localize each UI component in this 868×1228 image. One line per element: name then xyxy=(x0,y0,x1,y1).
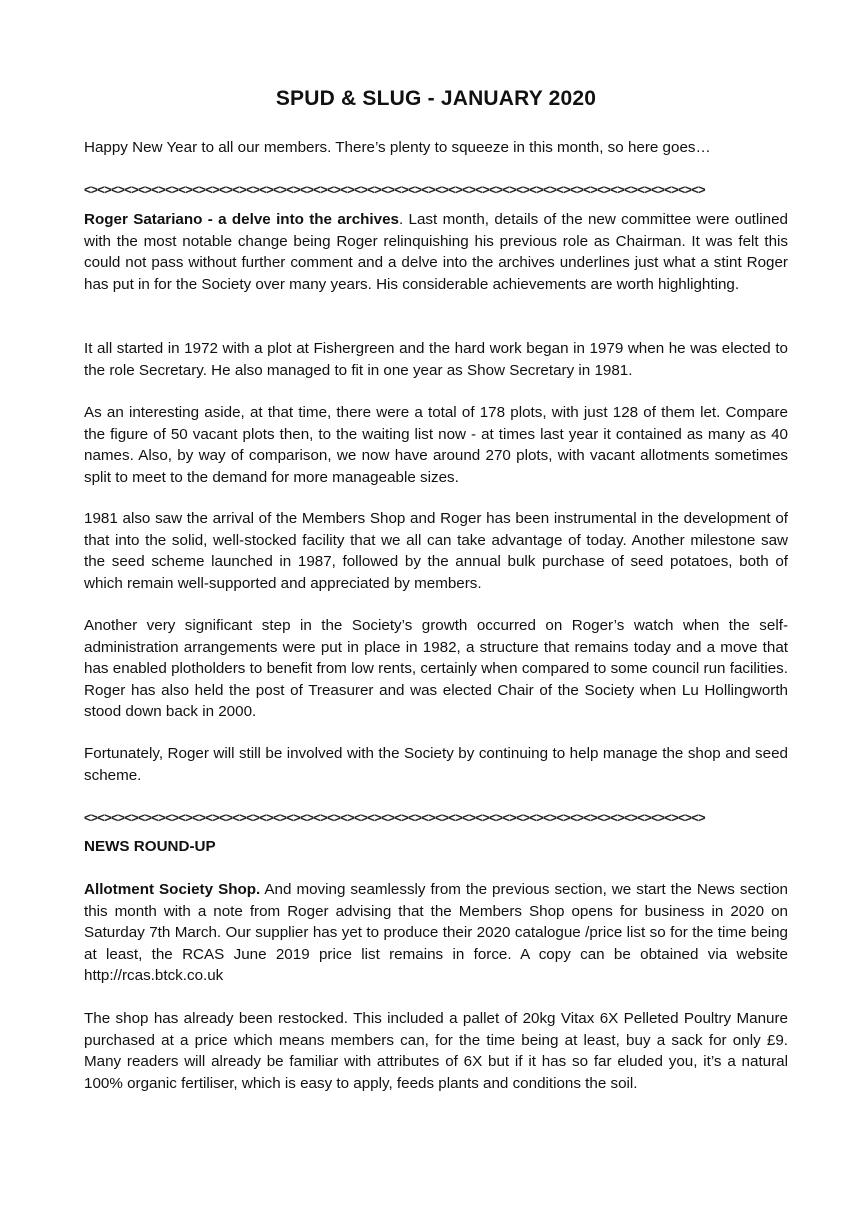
section-lead: Roger Satariano - a delve into the archives xyxy=(84,211,399,228)
news-shop-paragraph-1 xyxy=(84,879,788,987)
roger-paragraph-2: It all started in 1972 with a plot at Fishergreen and the hard work began in 1979 when he was elected to the role Secretary. He also managed to fit in one year as Show Secretary in 1981. xyxy=(84,340,788,379)
roger-paragraph-1 xyxy=(84,209,788,295)
news-heading: NEWS ROUND-UP xyxy=(84,838,216,855)
separator: <><><><><><><><><><><><><><><><><><><><><><><><><><><><><><><><><><><><><><><><><><><><><><> xyxy=(84,183,705,197)
page-title: SPUD & SLUG - JANUARY 2020 xyxy=(275,87,597,110)
shop-website-link[interactable]: http://rcas.btck.co.uk xyxy=(84,967,224,984)
roger-paragraph-3: As an interesting aside, at that time, there were a total of 178 plots, with just 128 of them let. Compare the figure of 50 vacant plots then, to the waiting list now - at times last year it contained as many as 40 names. Also, by way of comparison, we now have around 270 plots, with vacant allotments sometimes split to meet to the demand for more manageable sizes. xyxy=(84,404,788,486)
roger-paragraph-5: Another very significant step in the Society’s growth occurred on Roger’s watch when the self-administration arrangements were put in place in 1982, a structure that remains today and a move that has enabled plotholders to benefit from low rents, certainly when compared to some council run facilities. Roger has also held the post of Treasurer and was elected Chair of the Society when Lu Hollingworth stood down back in 2000. xyxy=(84,617,788,720)
roger-paragraph-6: Fortunately, Roger will still be involved with the Society by continuing to help manage the shop and seed scheme. xyxy=(84,745,788,784)
separator: <><><><><><><><><><><><><><><><><><><><><><><><><><><><><><><><><><><><><><><><><><><><><><> xyxy=(84,811,705,825)
news-shop-paragraph-2: The shop has already been restocked. This included a pallet of 20kg Vitax 6X Pelleted Poultry Manure purchased at a price which means members can, for the time being at least, buy a sack for only £9. Many readers will already be familiar with attributes of 6X but if it has so far eluded you, it’s a natural 100% organic fertiliser, which is easy to apply, feeds plants and conditions the soil. xyxy=(84,1010,788,1092)
paragraph-text: . Last month, details of the new committee were outlined with the most notable change being Roger relinquishing his previous role as Chairman. It was felt this could not pass without further comment and a delve into the archives underlines just what a stint Roger has put in for the Society over many years. His considerable achievements are worth highlighting. xyxy=(84,211,788,293)
intro-paragraph: Happy New Year to all our members. There’s plenty to squeeze in this month, so here goes… xyxy=(84,139,711,156)
roger-paragraph-4: 1981 also saw the arrival of the Members Shop and Roger has been instrumental in the development of that into the solid, well-stocked facility that we all can take advantage of today. Another milestone saw the seed scheme launched in 1987, followed by the annual bulk purchase of seed potatoes, both of which remain well-supported and appreciated by members. xyxy=(84,510,788,592)
section-lead: Allotment Society Shop. xyxy=(84,881,261,898)
paragraph-text: And moving seamlessly from the previous section, we start the News section this month with a note from Roger advising that the Members Shop opens for business in 2020 on Saturday 7th March. Our supplier has yet to produce their 2020 catalogue /price list so for the time being at least, the RCAS June 2019 price list remains in force. A copy can be obtained via website xyxy=(84,881,788,963)
